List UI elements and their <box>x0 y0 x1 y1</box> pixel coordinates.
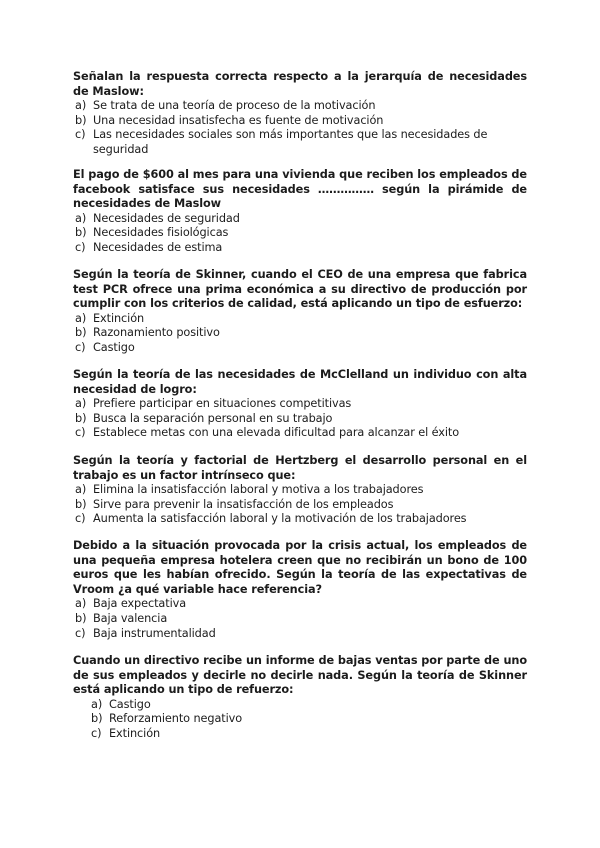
option-letter: c) <box>75 512 86 526</box>
question-6 <box>73 539 527 641</box>
option-letter: b) <box>75 113 87 127</box>
option-letter: a) <box>75 397 87 411</box>
question-1 <box>73 70 527 158</box>
option-c <box>73 128 527 157</box>
option-a <box>73 99 527 114</box>
option-text: Baja valencia <box>93 611 168 625</box>
question-stem: El pago de $600 al mes para una vivienda que reciben los empleados de facebook satisface sus necesidades …………… según la pirámide de necesidades de Maslow <box>73 168 527 211</box>
question-stem: Según la teoría y factorial de Hertzberg el desarrollo personal en el trabajo es un factor intrínseco que: <box>73 454 527 482</box>
option-c <box>73 426 527 441</box>
option-letter: a) <box>75 597 87 611</box>
option-letter: b) <box>75 326 87 340</box>
option-letter: c) <box>75 426 86 440</box>
option-letter: a) <box>75 99 87 113</box>
option-a <box>73 212 527 227</box>
option-text: Extinción <box>109 726 161 740</box>
option-a <box>73 698 527 713</box>
question-3 <box>73 268 527 356</box>
option-letter: a) <box>75 211 87 225</box>
option-text: Establece metas con una elevada dificultad para alcanzar el éxito <box>93 426 460 440</box>
option-text: Castigo <box>93 340 135 354</box>
option-c <box>73 627 527 642</box>
option-text: Reforzamiento negativo <box>109 712 243 726</box>
option-a <box>73 397 527 412</box>
option-b <box>73 114 527 129</box>
option-b <box>73 712 527 727</box>
option-text: Necesidades fisiológicas <box>93 226 229 240</box>
option-text: Baja expectativa <box>93 597 187 611</box>
question-4 <box>73 368 527 441</box>
options-list <box>73 312 527 356</box>
options-list <box>73 698 527 742</box>
options-list <box>73 597 527 641</box>
question-2 <box>73 168 527 256</box>
question-stem: Según la teoría de Skinner, cuando el CEO de una empresa que fabrica test PCR ofrece una prima económica a su directivo de producción por cumplir con los criterios de calidad, está aplicando un tipo de esfuerzo: <box>73 268 527 311</box>
option-c <box>73 341 527 356</box>
question-stem: Señalan la respuesta correcta respecto a la jerarquía de necesidades de Maslow: <box>73 70 527 98</box>
options-list <box>73 483 527 527</box>
option-c <box>73 727 527 742</box>
option-letter: a) <box>91 697 103 711</box>
option-letter: b) <box>75 411 87 425</box>
option-text: Busca la separación personal en su trabajo <box>93 411 333 425</box>
option-text: Elimina la insatisfacción laboral y motiva a los trabajadores <box>93 483 424 497</box>
option-text: Razonamiento positivo <box>93 326 220 340</box>
option-letter: b) <box>75 226 87 240</box>
option-text: Castigo <box>109 697 151 711</box>
option-c <box>73 512 527 527</box>
option-letter: a) <box>75 483 87 497</box>
question-stem: Cuando un directivo recibe un informe de bajas ventas por parte de uno de sus empleados y decirle no decirle nada. Según la teoría de Skinner está aplicando un tipo de refuerzo: <box>73 654 527 697</box>
option-b <box>73 612 527 627</box>
question-stem: Según la teoría de las necesidades de McClelland un individuo con alta necesidad de logro: <box>73 368 527 396</box>
options-list <box>73 397 527 441</box>
option-text: Las necesidades sociales son más importantes que las necesidades de seguridad <box>93 128 488 156</box>
options-list <box>73 212 527 256</box>
option-letter: c) <box>75 626 86 640</box>
option-text: Necesidades de estima <box>93 240 223 254</box>
option-a <box>73 483 527 498</box>
option-letter: b) <box>91 712 103 726</box>
option-letter: c) <box>91 726 102 740</box>
option-a <box>73 312 527 327</box>
option-text: Sirve para prevenir la insatisfacción de los empleados <box>93 497 394 511</box>
options-list <box>73 99 527 157</box>
option-b <box>73 498 527 513</box>
option-a <box>73 597 527 612</box>
question-5 <box>73 454 527 527</box>
option-b <box>73 226 527 241</box>
option-b <box>73 326 527 341</box>
option-text: Baja instrumentalidad <box>93 626 216 640</box>
option-letter: c) <box>75 240 86 254</box>
question-stem: Debido a la situación provocada por la crisis actual, los empleados de una pequeña empresa hotelera creen que no recibirán un bono de 100 euros que les habían ofrecido. Según la teoría de las expectativas de Vroom ¿a qué variable hace referencia? <box>73 539 527 596</box>
option-b <box>73 412 527 427</box>
option-text: Extinción <box>93 311 145 325</box>
option-letter: c) <box>75 340 86 354</box>
option-letter: c) <box>75 128 86 142</box>
option-letter: b) <box>75 611 87 625</box>
option-text: Se trata de una teoría de proceso de la motivación <box>93 99 376 113</box>
option-text: Aumenta la satisfacción laboral y la motivación de los trabajadores <box>93 512 467 526</box>
option-letter: b) <box>75 497 87 511</box>
option-c <box>73 241 527 256</box>
question-7 <box>73 654 527 742</box>
option-text: Una necesidad insatisfecha es fuente de motivación <box>93 113 384 127</box>
option-text: Prefiere participar en situaciones competitivas <box>93 397 352 411</box>
option-text: Necesidades de seguridad <box>93 211 240 225</box>
option-letter: a) <box>75 311 87 325</box>
